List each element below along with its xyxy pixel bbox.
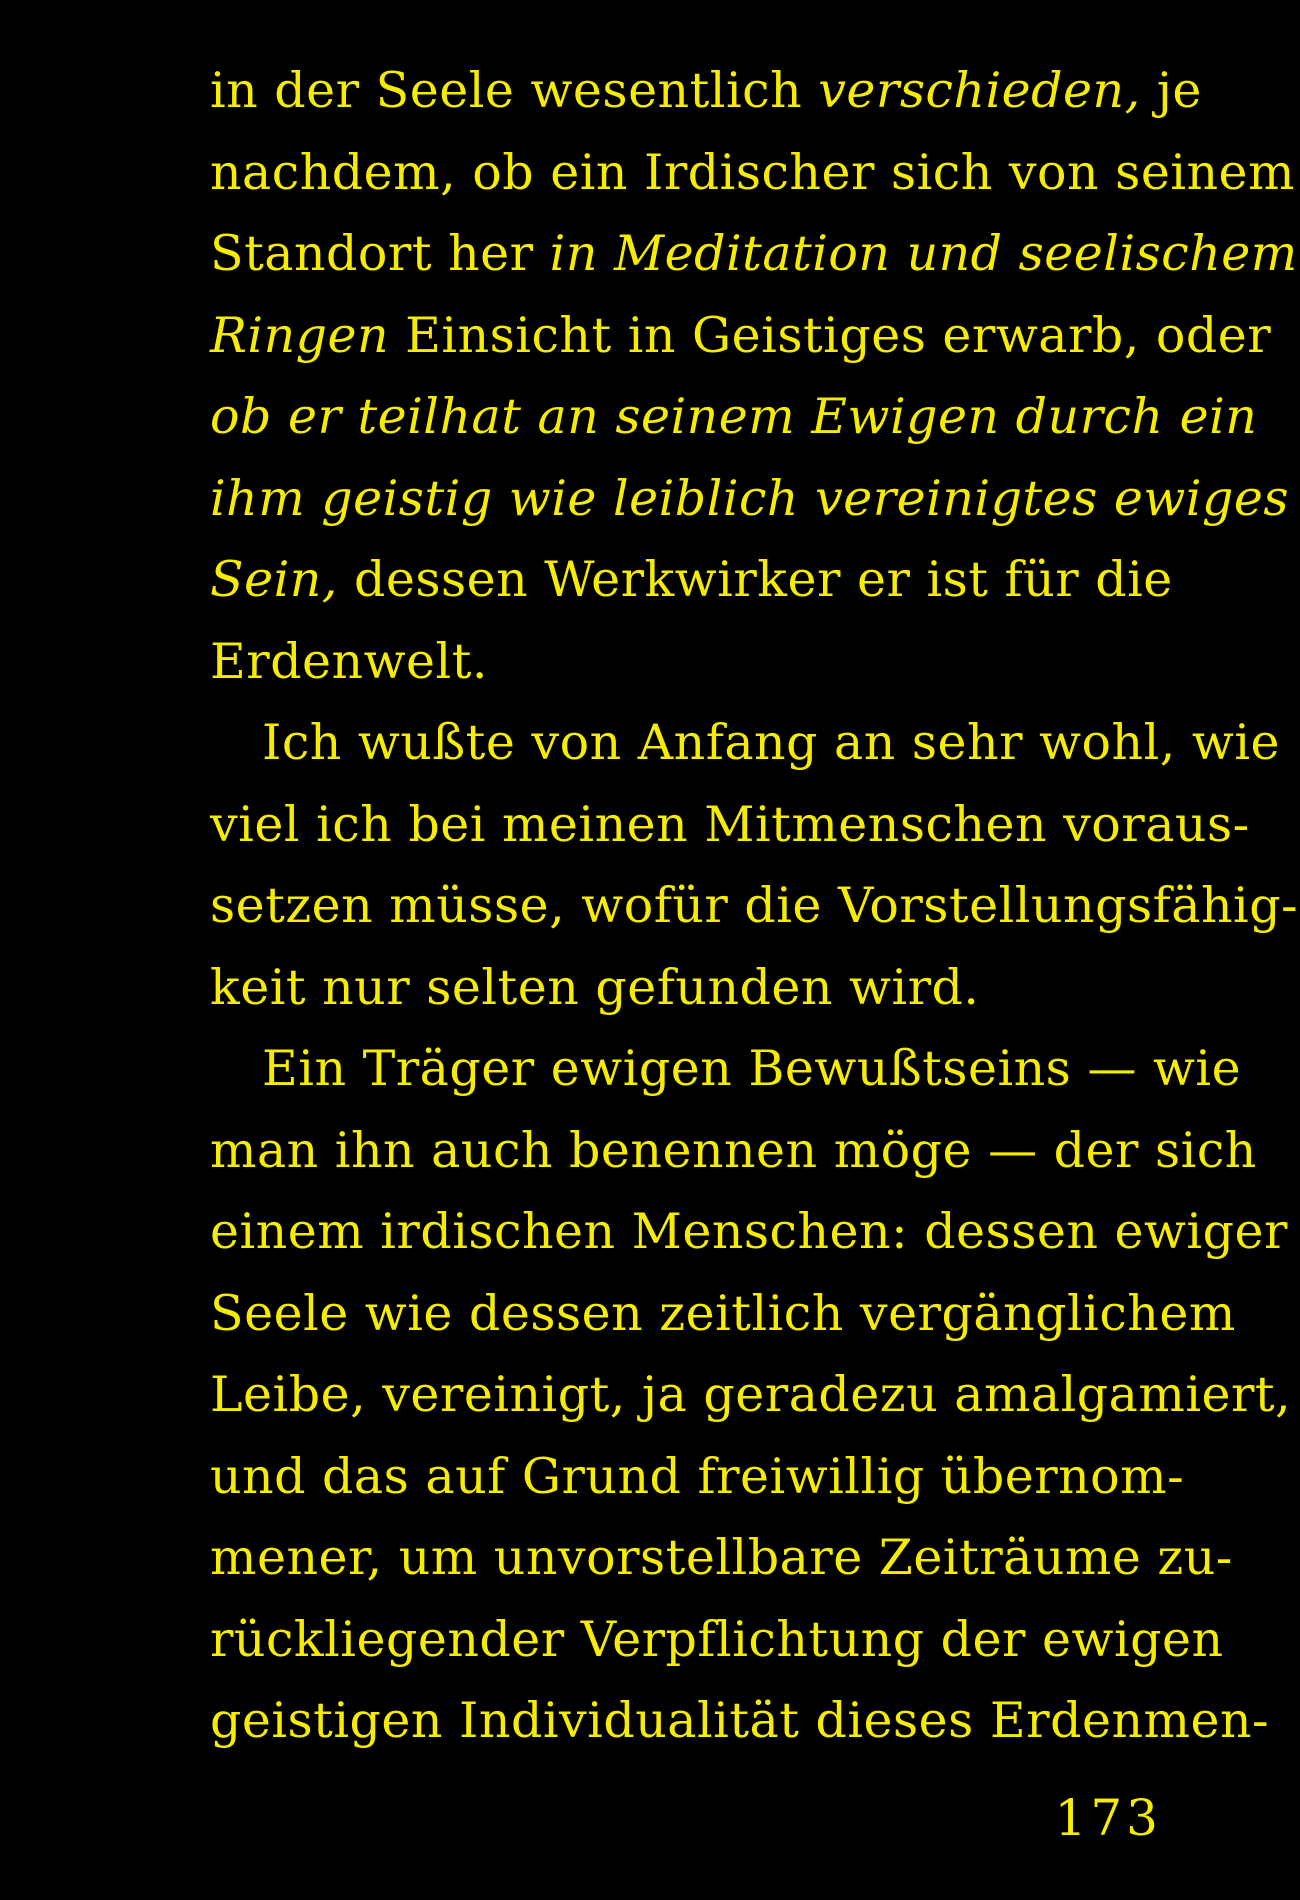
italic-text: in Meditation und seelischem bbox=[549, 225, 1298, 282]
text-run: Standort her bbox=[210, 225, 550, 282]
italic-text: Sein, bbox=[210, 551, 338, 608]
text-line bbox=[210, 1354, 1292, 1436]
text-run: Leibe, vereinigt, ja geradezu amalgamiert, bbox=[210, 1366, 1292, 1423]
body-text bbox=[210, 50, 1299, 1762]
text-run: und das auf Grund freiwillig übernom- bbox=[210, 1447, 1185, 1505]
text-line bbox=[210, 1436, 1185, 1518]
text-line bbox=[210, 1599, 1224, 1681]
text-line bbox=[210, 1273, 1236, 1355]
paragraph bbox=[210, 50, 1298, 702]
text-line bbox=[210, 1191, 1288, 1273]
italic-text: verschieden, bbox=[818, 62, 1141, 119]
text-line bbox=[210, 132, 1296, 214]
text-run: nachdem, ob ein Irdischer sich von seinem bbox=[210, 143, 1296, 201]
text-run: mener, um unvorstellbare Zeiträume zu- bbox=[210, 1529, 1233, 1586]
text-line bbox=[210, 865, 1299, 947]
text-run: Seele wie dessen zeitlich vergänglichem bbox=[210, 1284, 1236, 1342]
text-run: Einsicht in Geistiges erwarb, oder bbox=[389, 306, 1272, 364]
text-run: in der Seele wesentlich bbox=[210, 62, 819, 119]
text-run: keit nur selten gefunden wird. bbox=[210, 958, 980, 1016]
text-line bbox=[210, 947, 1170, 1029]
text-run: viel ich bei meinen Mitmenschen voraus- bbox=[210, 795, 1250, 853]
paragraph bbox=[210, 1028, 1292, 1762]
text-run: geistigen Individualität dieses Erdenmen- bbox=[210, 1692, 1270, 1749]
paragraph bbox=[210, 702, 1299, 1028]
text-line bbox=[210, 1110, 1257, 1192]
text-run: dessen Werkwirker er ist für die bbox=[337, 551, 1173, 608]
page-number: 173 bbox=[1054, 1789, 1162, 1847]
italic-text: ihm geistig wie leiblich vereinigtes ewiges bbox=[210, 469, 1289, 527]
text-run: man ihn auch benennen möge — der sich bbox=[210, 1121, 1257, 1179]
text-line bbox=[210, 784, 1250, 866]
text-line bbox=[210, 621, 1170, 703]
text-run: Ein Träger ewigen Bewußtseins — wie bbox=[262, 1040, 1242, 1097]
text-run: Erdenwelt. bbox=[210, 632, 488, 690]
text-line bbox=[210, 295, 1272, 377]
text-line bbox=[210, 1028, 1242, 1110]
text-line bbox=[210, 702, 1281, 784]
text-line bbox=[210, 376, 1258, 458]
text-run: Ich wußte von Anfang an sehr wohl, wie bbox=[262, 714, 1281, 771]
text-line bbox=[210, 50, 1202, 132]
text-run: einem irdischen Menschen: dessen ewiger bbox=[210, 1203, 1288, 1260]
text-run: setzen müsse, wofür die Vorstellungsfähig- bbox=[210, 877, 1299, 934]
italic-text: ob er teilhat an seinem Ewigen durch ein bbox=[210, 388, 1258, 445]
italic-text: Ringen bbox=[210, 306, 390, 364]
text-line bbox=[210, 458, 1289, 540]
text-line bbox=[210, 1517, 1233, 1599]
text-line bbox=[210, 1680, 1270, 1762]
text-run: rückliegender Verpflichtung der ewigen bbox=[210, 1610, 1224, 1668]
text-line bbox=[210, 539, 1173, 621]
text-run: je bbox=[1140, 62, 1202, 119]
text-line bbox=[210, 213, 1298, 295]
